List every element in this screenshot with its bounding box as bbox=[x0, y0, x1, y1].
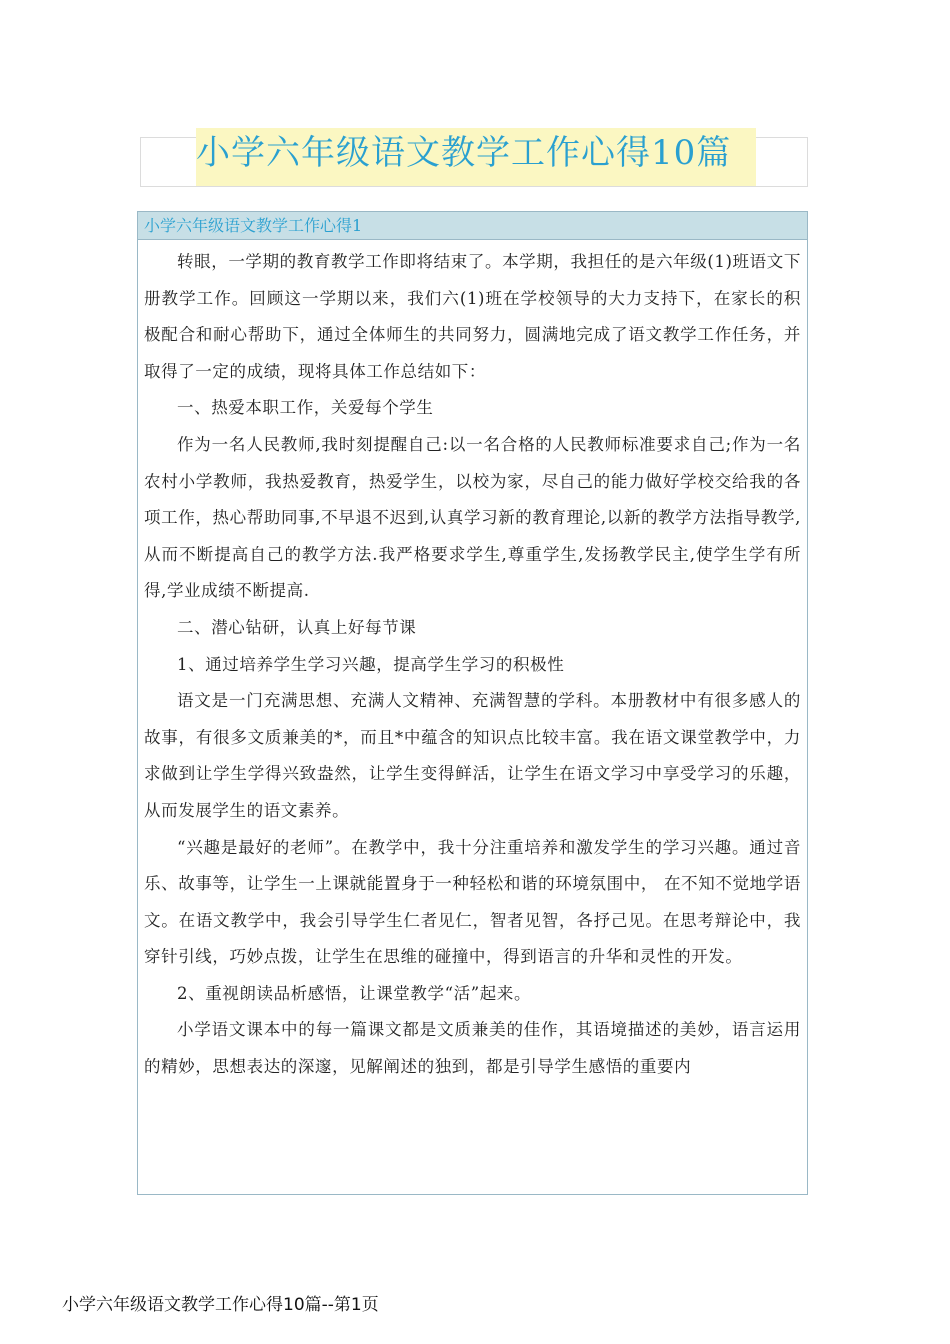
subheading: 一、热爱本职工作，关爱每个学生 bbox=[177, 398, 434, 418]
subheading: 1、通过培养学生学习兴趣，提高学生学习的积极性 bbox=[177, 654, 565, 674]
paragraph: 转眼，一学期的教育教学工作即将结束了。本学期，我担任的是六年级(1)班语文下册教学工作。回顾这一学期以来，我们六(1)班在学校领导的大力支持下，在家长的积极配合和耐心帮助下，通过全体师生的共同努力，圆满地完成了语文教学工作任务，并取得了一定的成绩，现将具体工作总结如下： bbox=[144, 252, 801, 381]
paragraph: 语文是一门充满思想、充满人文精神、充满智慧的学科。本册教材中有很多感人的故事，有很多文质兼美的*，而且*中蕴含的知识点比较丰富。我在语文课堂教学中，力求做到让学生学得兴致盎然，让学生变得鲜活，让学生在语文学习中享受学习的乐趣，从而发展学生的语文素养。 bbox=[144, 691, 801, 820]
article-section bbox=[137, 211, 808, 1195]
document-title: 小学六年级语文教学工作心得10篇 bbox=[196, 133, 732, 173]
paragraph: 作为一名人民教师,我时刻提醒自己:以一名合格的人民教师标准要求自己;作为一名农村小学教师，我热爱教育，热爱学生，以校为家，尽自己的能力做好学校交给我的各项工作，热心帮助同事,不早退不迟到,认真学习新的教育理论,以新的教学方法指导教学,从而不断提高自己的教学方法.我严格要求学生,尊重学生,发扬教学民主,使学生学有所得,学业成绩不断提高. bbox=[144, 434, 801, 601]
subheading: 2、重视朗读品析感悟，让课堂教学“活”起来。 bbox=[177, 983, 532, 1003]
paragraph: “兴趣是最好的老师”。在教学中，我十分注重培养和激发学生的学习兴趣。通过音乐、故事等，让学生一上课就能置身于一种轻松和谐的环境氛围中， 在不知不觉地学语文。在语文教学中，我会引导学生仁者见仁，智者见智，各抒己见。在思考辩论中，我穿针引线，巧妙点拨，让学生在思维的碰撞中，得到语言的升华和灵性的开发。 bbox=[144, 837, 801, 967]
section-heading: 小学六年级语文教学工作心得1 bbox=[138, 212, 807, 240]
page-footer: 小学六年级语文教学工作心得10篇--第1页 bbox=[62, 1295, 379, 1315]
section-body bbox=[138, 240, 807, 1086]
paragraph: 小学语文课本中的每一篇课文都是文质兼美的佳作，其语境描述的美妙，语言运用的精妙，思想表达的深邃，见解阐述的独到，都是引导学生感悟的重要内 bbox=[144, 1020, 801, 1077]
subheading: 二、潜心钻研，认真上好每节课 bbox=[177, 617, 417, 637]
